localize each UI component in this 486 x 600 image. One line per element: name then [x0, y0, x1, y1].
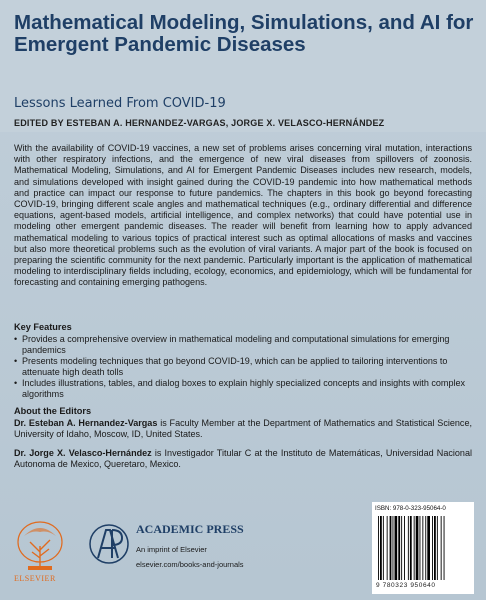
editor-bio-text: is Investigador Titular C at the Instituto de Matemáticas, Universidad Nacional Autonoma de Mexico, Queretaro, Mexico.	[14, 448, 472, 469]
book-subtitle: Lessons Learned From COVID-19	[14, 96, 226, 111]
editor-bio-text: is Faculty Member at the Department of Mathematics and Statistical Science, University of Idaho, Moscow, ID, United States.	[14, 418, 472, 439]
key-feature-item: • Includes illustrations, tables, and dialog boxes to explain highly specialized concepts and insights with complex algorithms	[14, 378, 472, 400]
key-feature-item: • Provides a comprehensive overview in mathematical modeling and computational simulations for emerging pandemics	[14, 334, 472, 356]
editor-bio	[14, 448, 472, 470]
isbn-barcode-box	[372, 502, 474, 594]
publisher-name: ACADEMIC PRESS	[136, 522, 244, 536]
editors-credit: EDITED BY ESTEBAN A. HERNANDEZ-VARGAS, JORGE X. VELASCO-HERNÁNDEZ	[14, 118, 385, 128]
book-title: Mathematical Modeling, Simulations, and AI for Emergent Pandemic Diseases	[14, 11, 474, 56]
isbn-label: ISBN: 978-0-323-95064-0	[375, 505, 446, 512]
barcode-number: 9 780323 950640	[376, 582, 436, 589]
book-description: With the availability of COVID-19 vaccines, a new set of problems arises concerning viral mutation, interactions with other respiratory infections, and the emergence of new viral diseases from spillovers of zoonosis. Mathematical Modeling, Simulations, and AI for Emergent Pandemic Diseases includes new research, models, and simulations developed with insight gained during the COVID-19 pandemic into how mathematical methods and practice can impact our response to future pandemics. The chapters in this book go beyond forecasting COVID-19, bringing different scale angles and mathematical techniques (e.g., ordinary differential and difference equations, agent-based models, artificial intelligence, and complex networks) that could have potential use in modeling other emergent pandemic diseases. The reader will benefit from learning how to apply advanced mathematical modeling to various topics of practical interest such as optimal allocations of masks and vaccines but also more theoretical problems such as the evolution of viral variants. A major part of the book is focused on preparing the scientific community for the next pandemic. Particularly important is the application of mathematical modeling to interdisciplinary fields including, ecology, economics, and epidemiology, which will be fundamental for forecasting and containing emerging pathogens.	[14, 143, 472, 288]
elsevier-wordmark: ELSEVIER	[14, 574, 56, 583]
editor-name: Dr. Jorge X. Velasco-Hernández	[14, 448, 152, 458]
key-feature-item: • Presents modeling techniques that go beyond COVID-19, which can be applied to tailoring interventions to attenuate high death tolls	[14, 356, 472, 378]
key-features-heading: Key Features	[14, 322, 72, 332]
publisher-imprint: An imprint of Elsevier	[136, 545, 207, 554]
barcode-icon	[376, 516, 470, 580]
key-features-list	[14, 334, 472, 400]
about-editors-heading: About the Editors	[14, 406, 92, 416]
academic-press-logo-icon	[88, 520, 130, 570]
editor-name: Dr. Esteban A. Hernandez-Vargas	[14, 418, 158, 428]
editor-bio	[14, 418, 472, 440]
publisher-url: elsevier.com/books-and-journals	[136, 560, 244, 569]
